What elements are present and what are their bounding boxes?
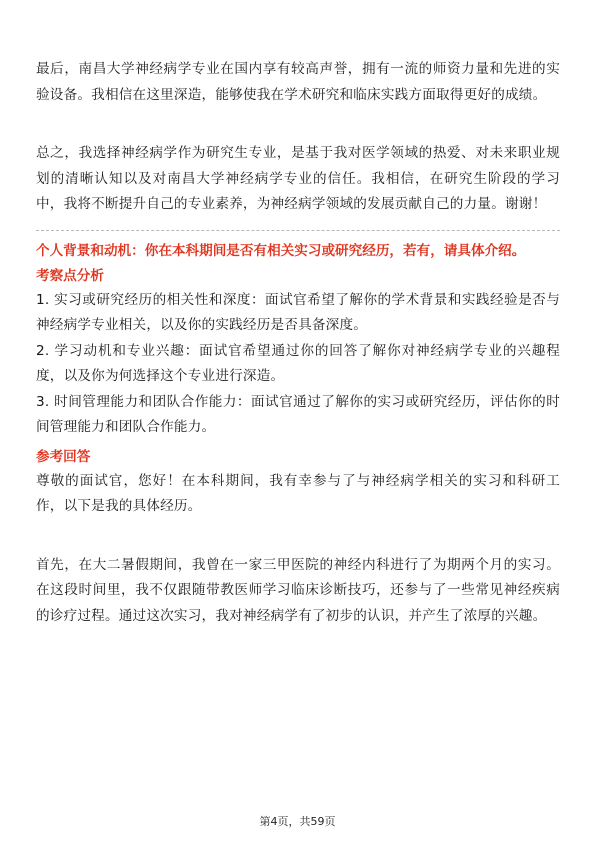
analysis-item-2: 2. 学习动机和专业兴趣：面试官希望通过你的回答了解你对神经病学专业的兴趣程度，以及你为何选择这个专业进行深造。	[36, 342, 560, 384]
answer-paragraph-greeting: 尊敬的面试官，您好！在本科期间，我有幸参与了与神经病学相关的实习和科研工作，以下是我的具体经历。	[36, 472, 560, 514]
answer-heading: 参考回答	[36, 448, 91, 465]
page-number-footer: 第4页，共59页	[259, 815, 336, 828]
section-divider	[36, 230, 560, 231]
paragraph-conclusion-reputation: 最后，南昌大学神经病学专业在国内享有较高声誉，拥有一流的师资力量和先进的实验设备。我相信在这里深造，能够使我在学术研究和临床实践方面取得更好的成绩。	[36, 61, 560, 103]
answer-paragraph-internship: 首先，在大二暑假期间，我曾在一家三甲医院的神经内科进行了为期两个月的实习。在这段时间里，我不仅跟随带教医师学习临床诊断技巧，还参与了一些常见神经疾病的诊疗过程。通过这次实习，我对神经病学有了初步的认识，并产生了浓厚的兴趣。	[36, 556, 560, 624]
analysis-item-1: 1. 实习或研究经历的相关性和深度：面试官希望了解你的学术背景和实践经验是否与神经病学专业相关，以及你的实践经历是否具备深度。	[36, 291, 560, 333]
paragraph-summary: 总之，我选择神经病学作为研究生专业，是基于我对医学领域的热爱、对未来职业规划的清晰认知以及对南昌大学神经病学专业的信任。我相信，在研究生阶段的学习中，我将不断提升自己的专业素养，为神经病学领域的发展贡献自己的力量。谢谢！	[36, 145, 560, 212]
analysis-heading: 考察点分析	[36, 267, 104, 284]
document-body	[36, 57, 560, 629]
analysis-item-3: 3. 时间管理能力和团队合作能力：面试官通过了解你的实习或研究经历，评估你的时间管理能力和团队合作能力。	[36, 393, 560, 435]
interview-question: 个人背景和动机：你在本科期间是否有相关实习或研究经历，若有，请具体介绍。	[36, 242, 526, 259]
